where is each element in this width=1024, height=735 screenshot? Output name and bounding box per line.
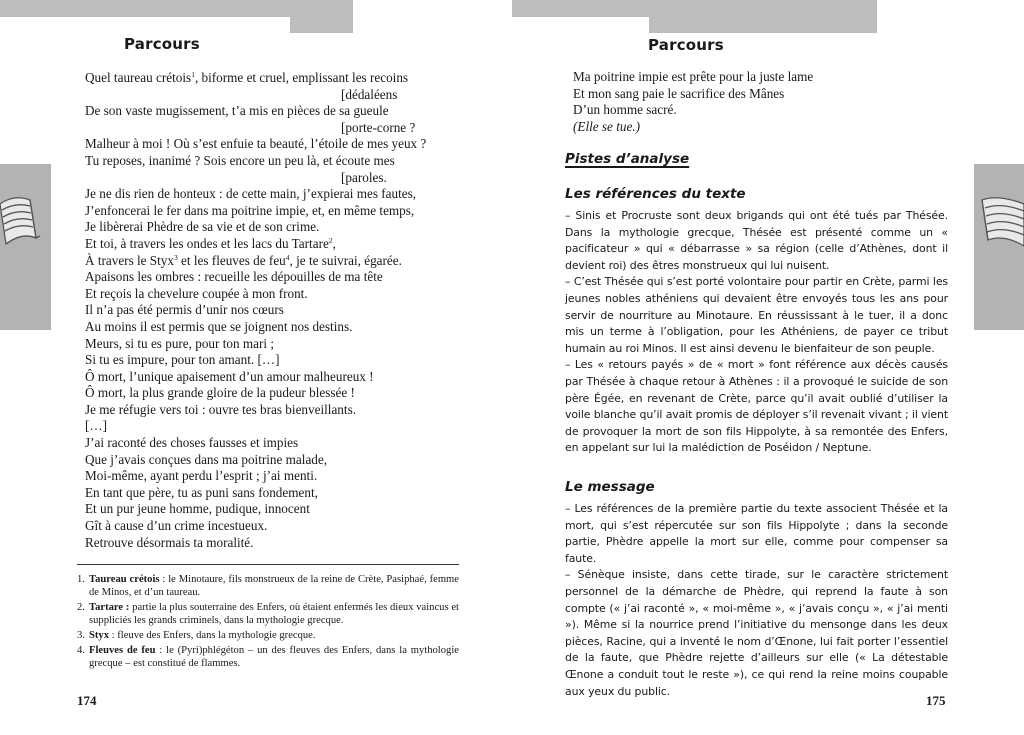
verse-line: J’ai raconté des choses fausses et impies bbox=[85, 435, 299, 451]
verse-line: [dédaléens bbox=[341, 86, 398, 102]
verse-line: Malheur à moi ! Où s’est enfuie ta beauté, l’étoile de mes yeux ? bbox=[85, 136, 427, 152]
footnotes bbox=[77, 573, 459, 671]
footnote-rule bbox=[77, 564, 459, 565]
analysis-paragraph: – Les références de la première partie du texte associent Thésée et la mort, qui s’est répercutée sur son fils Hippolyte ; dans la seconde partie, Phèdre appelle la mort sur elle, comme pour compenser sa faute. bbox=[565, 502, 948, 565]
verse-line: Moi-même, ayant perdu l’esprit ; j’ai menti. bbox=[85, 468, 318, 484]
verse-line: Au moins il est permis que se joignent nos destins. bbox=[85, 318, 353, 334]
verse-line: En tant que père, tu as puni sans fondement, bbox=[85, 484, 318, 500]
analysis-paragraph: – C’est Thésée qui s’est porté volontaire pour partir en Crète, parmi les jeunes nobles athéniens qui devaient être envoyés tous les ans pour servir de nourriture au Minotaure. En réussissant à le tuer, il a donc mis un terme à l’obligation, pour les Athéniens, de payer ce tribut humain au roi Minos. Il est ainsi devenu le bienfaiteur de son peuple. bbox=[565, 275, 948, 355]
verse-line: Que j’avais conçues dans ma poitrine malade, bbox=[85, 451, 328, 467]
header-tab bbox=[649, 17, 877, 33]
footnote: 4. Fleuves de feu : le (Pyri)phlégéton – un des fleuves des Enfers, dans la mythologie grecque – est constitué de flammes. bbox=[77, 644, 459, 669]
page-title: Parcours bbox=[648, 36, 724, 54]
verse-line: À travers le Styx$^3$ et les fleuves de feu$^4$, je te suivrai, égarée. bbox=[85, 252, 402, 268]
footnote: 1. Taureau crétois : le Minotaure, fils monstrueux de la reine de Crète, Pasiphaé, femme de Minos, et d’un taureau. bbox=[77, 574, 459, 599]
verse-line: Ma poitrine impie est prête pour la juste lame bbox=[573, 69, 814, 84]
verse-line: D’un homme sacré. bbox=[573, 102, 677, 118]
section-heading: Pistes d’analyse bbox=[565, 151, 690, 167]
verse-line: Il n’a pas été permis d’unir nos cœurs bbox=[85, 302, 284, 318]
verse-line: Et toi, à travers les ondes et les lacs du Tartare$^2$, bbox=[85, 235, 336, 251]
header-tab bbox=[290, 0, 353, 33]
header-tab bbox=[0, 0, 290, 17]
verse-line: Ô mort, la plus grande gloire de la pudeur blessée ! bbox=[85, 385, 355, 401]
analysis-text bbox=[565, 208, 948, 457]
header-tab bbox=[512, 0, 877, 17]
verse-line: Je ne dis rien de honteux : de cette main, j’expierai mes fautes, bbox=[85, 186, 417, 202]
analysis-paragraph: – Les « retours payés » de « mort » font référence aux décès causés par Thésée à chaque retour à Athènes : il a provoqué le suicide de son père Égée, en revenant de Crète, parce qu’il avait oublié d’utiliser la voile blanche qu’il avait promis de déployer s’il revenait vivant ; il vient de provoquer la mort de son fils Hippolyte, à sa remontée des Enfers, en appelant sur lui la malédiction de Poséidon / Neptune. bbox=[565, 358, 948, 455]
subsection-heading: Les références du texte bbox=[565, 186, 746, 202]
verse-line: Meurs, si tu es pure, pour ton mari ; bbox=[85, 335, 274, 351]
verse-line: De son vaste mugissement, t’a mis en pièces de sa gueule bbox=[85, 103, 389, 119]
analysis-text bbox=[565, 501, 948, 700]
verse-text bbox=[85, 70, 426, 551]
verse-line: Si tu es impure, pour ton amant. […] bbox=[85, 352, 280, 368]
open-book-icon bbox=[974, 164, 1024, 330]
verse-line: Et reçois la chevelure coupée à mon front. bbox=[85, 285, 308, 301]
verse-line: Ô mort, l’unique apaisement d’un amour malheureux ! bbox=[85, 368, 374, 384]
verse-line: Apaisons les ombres : recueille les dépouilles de ma tête bbox=[85, 269, 383, 285]
verse-text bbox=[573, 69, 813, 119]
book-tab bbox=[974, 164, 1024, 330]
page-number: 175 bbox=[926, 693, 946, 708]
verse-line: Quel taureau crétois$^1$, biforme et cruel, emplissant les recoins bbox=[85, 70, 409, 85]
verse-line: Et un pur jeune homme, pudique, innocent bbox=[85, 501, 310, 517]
analysis-paragraph: – Sénèque insiste, dans cette tirade, sur le caractère strictement personnel de la démarche de Phèdre, qui reprend la faute à son compte (« j’ai raconté », « moi-même », « j’avais conçu », « j’ai menti »). Même si la nourrice prend l’initiative du mensonge dans les deux pièces, Racine, qui a inventé le nom d’Œnone, lui fait porter l’essentiel de la faute, que Phèdre rejette d’ailleurs sur elle (« La détestable Œnone a conduit tout le reste »), ce qui rend la reine moins coupable aux yeux du public. bbox=[565, 568, 948, 698]
verse-line: Gît à cause d’un crime incestueux. bbox=[85, 518, 268, 534]
page-number: 174 bbox=[77, 693, 97, 708]
verse-line: Je libèrerai Phèdre de sa vie et de son crime. bbox=[85, 219, 320, 235]
verse-line: […] bbox=[85, 418, 107, 434]
verse-line: Et mon sang paie le sacrifice des Mânes bbox=[573, 85, 785, 101]
verse-line: [paroles. bbox=[341, 169, 387, 185]
page-title: Parcours bbox=[124, 35, 200, 53]
analysis-paragraph: – Sinis et Procruste sont deux brigands qui ont été tués par Thésée. Dans la mythologie grecque, Thésée est présenté comme un « pacificateur » qui « débarrasse » sa région (celle d’Athènes, dont il devient roi) des êtres monstrueux qui lui nuisent. bbox=[565, 209, 948, 272]
verse-line: Tu reposes, inanimé ? Sois encore un peu là, et écoute mes bbox=[85, 152, 395, 168]
open-book-icon bbox=[0, 164, 51, 330]
verse-line: [porte-corne ? bbox=[341, 119, 416, 135]
book-tab bbox=[0, 164, 51, 330]
stage-direction: (Elle se tue.) bbox=[573, 119, 641, 134]
verse-line: J’enfoncerai le fer dans ma poitrine impie, et, en même temps, bbox=[85, 202, 415, 218]
verse-line: Je me réfugie vers toi : ouvre tes bras bienveillants. bbox=[85, 401, 356, 417]
verse-line: Retrouve désormais ta moralité. bbox=[85, 534, 254, 550]
footnote: 3. Styx : fleuve des Enfers, dans la mythologie grecque. bbox=[77, 629, 316, 641]
subsection-heading: Le message bbox=[565, 479, 655, 495]
footnote: 2. Tartare : partie la plus souterraine des Enfers, où étaient enfermés les dieux vaincus et suppliciés les grands criminels, dans la mythologie grecque. bbox=[77, 601, 459, 627]
